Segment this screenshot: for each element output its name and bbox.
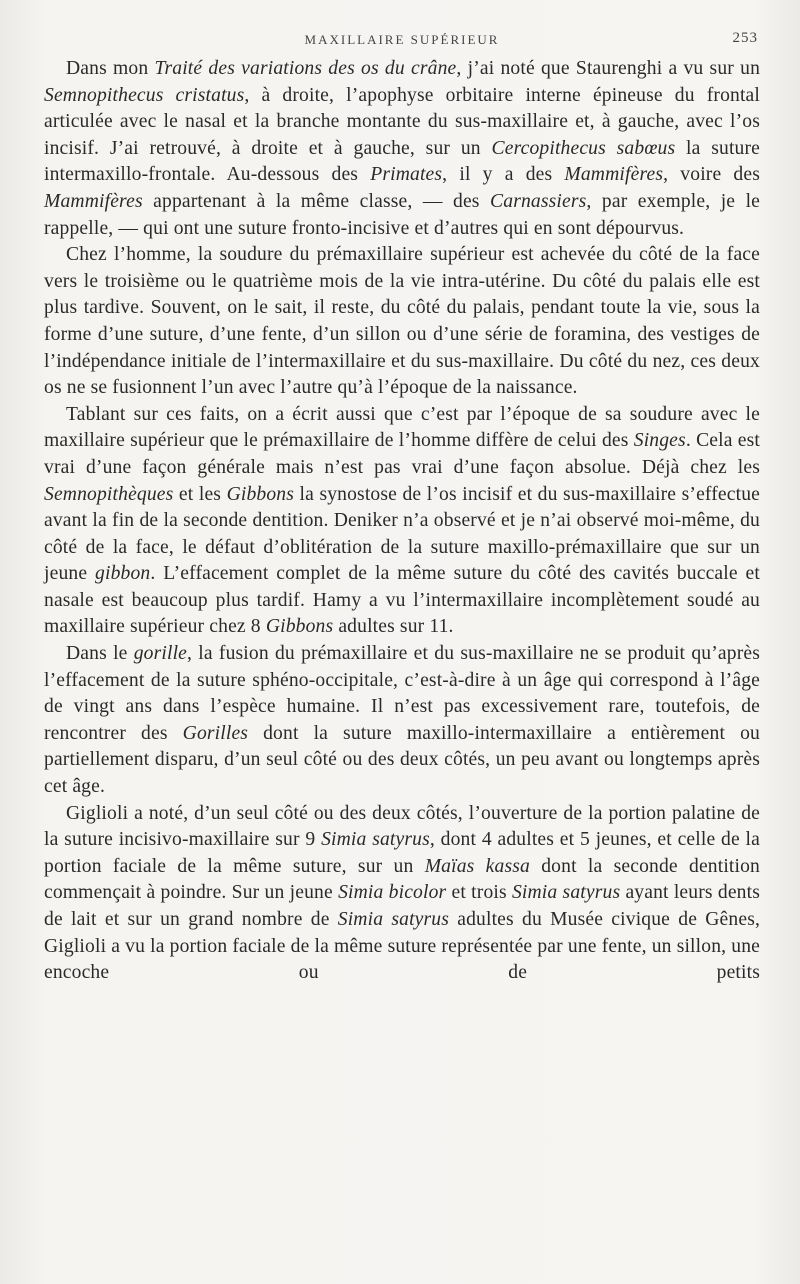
italic-term: Cercopithecus sabœus <box>491 137 676 159</box>
text-run: Dans le <box>66 643 134 665</box>
text-run: la suture intermaxillo-frontale. Au-dessous des <box>44 137 761 186</box>
text-run: et trois <box>446 882 512 904</box>
italic-term: Mammifères <box>44 190 143 212</box>
text-run: . L’effacement complet de la même suture du côté des cavités buccale et nasale est beaucoup plus tardif. Hamy a vu l’intermaxillaire incomplètement soudé au maxillaire supérieur chez 8 <box>44 563 760 638</box>
italic-term: Semnopithèques <box>44 483 174 505</box>
italic-term: Mammifères <box>564 164 664 186</box>
paragraph <box>44 641 760 801</box>
italic-term: Singes <box>633 430 686 452</box>
text-run: . Cela est vrai d’une façon générale mais n’est pas vrai d’une façon absolue. Déjà chez les <box>44 430 761 478</box>
italic-term: Simia satyrus <box>321 829 430 851</box>
text-run: , j’ai noté que Staurenghi a vu sur un <box>456 58 761 79</box>
italic-term: Traité des variations des os du crâne <box>154 58 457 79</box>
text-run: , voire des <box>663 164 760 186</box>
paragraph <box>44 242 760 402</box>
italic-term: gibbon <box>95 563 151 585</box>
italic-term: Gibbons <box>265 616 334 638</box>
italic-term: Semnopithecus cristatus <box>44 84 245 106</box>
italic-term: Maïas kassa <box>424 855 530 877</box>
text-run: , la fusion du prémaxillaire et du sus-maxillaire ne se produit qu’après l’effacement de la suture sphéno-occipitale, c’est-à-dire à un âge qui correspond à l’âge de vingt ans dans l’espèce humaine. Il n’est pas excessivement rare, toutefois, de rencontrer des <box>44 643 761 744</box>
italic-term: Simia satyrus <box>511 882 621 904</box>
paragraph <box>44 402 760 641</box>
text-run: appartenant à la même classe, — des <box>142 190 491 212</box>
text-run: adultes du Musée civique de Gênes, Giglioli a vu la portion faciale de la même suture représentée par une fente, un sillon, une encoche ou de petits <box>44 909 761 984</box>
text-run: ayant leurs dents de lait et sur un grand nombre de <box>44 882 760 930</box>
italic-term: Gibbons <box>226 483 295 505</box>
italic-term: Primates <box>370 164 443 186</box>
text-run: adultes sur 11. <box>333 616 454 638</box>
text-run: , dont 4 adultes et 5 jeunes, et celle de la portion faciale de la même suture, sur un <box>44 829 760 877</box>
italic-term: Gorilles <box>182 722 249 744</box>
italic-term: Simia satyrus <box>337 909 450 930</box>
text-run: dont la suture maxillo-intermaxillaire a entièrement ou partiellement disparu, d’un seul côté ou des deux côtés, un peu avant ou longtemps après cet âge. <box>44 722 760 798</box>
text-run: Chez l’homme, la soudure du prémaxillaire supérieur est achevée du côté de la face vers le troisième ou le quatrième mois de la vie intra-utérine. Du côté du palais elle est plus tardive. Souvent, on le sait, il reste, du côté du palais, pendant toute la vie, sous la forme d’une suture, d’une fente, d’un sillon ou d’une série de foramina, des vestiges de l’indépendance initiale de l’intermaxillaire et du sus-maxillaire. Du côté du nez, ces deux os ne se fusionnent l’un avec l’autre qu’à l’époque de la naissance. <box>44 244 760 399</box>
italic-term: Carnassiers <box>490 190 587 212</box>
text-run: la synostose de l’os incisif et du sus-maxillaire s’effectue avant la fin de la seconde dentition. Deniker n’a observé et je n’ai observé moi-même, du côté de la face, le défaut d’oblitération de la suture maxillo-prémaxillaire que sur un jeune <box>44 483 761 585</box>
text-run: , à droite, l’apophyse orbitaire interne épineuse du frontal articulée avec le nasal et la branche montante du sus-maxillaire et, à gauche, avec l’os incisif. J’ai retrouvé, à droite et à gauche, sur un <box>44 84 760 159</box>
paragraph <box>44 801 760 987</box>
running-header <box>44 18 760 48</box>
italic-term: Simia bicolor <box>338 882 447 904</box>
page-number: 253 <box>732 30 758 46</box>
paragraph <box>44 56 760 242</box>
text-run: , par exemple, je le rappelle, — qui ont une suture fronto-incisive et d’autres qui en sont dépourvus. <box>44 190 761 239</box>
running-title: MAXILLAIRE SUPÉRIEUR <box>304 32 500 47</box>
text-run: Giglioli a noté, d’un seul côté ou des deux côtés, l’ouverture de la portion palatine de la suture incisivo-maxillaire sur 9 <box>44 802 760 851</box>
text-run: Dans mon <box>66 58 155 79</box>
text-run: et les <box>173 483 227 505</box>
body-text <box>44 56 760 987</box>
text-run: dont la seconde dentition commençait à poindre. Sur un jeune <box>44 855 761 904</box>
italic-term: gorille <box>133 643 188 665</box>
text-run: Tablant sur ces faits, on a écrit aussi que c’est par l’époque de sa soudure avec le maxillaire supérieur que le prémaxillaire de l’homme diffère de celui des <box>44 403 760 452</box>
text-run: , il y a des <box>442 164 565 186</box>
